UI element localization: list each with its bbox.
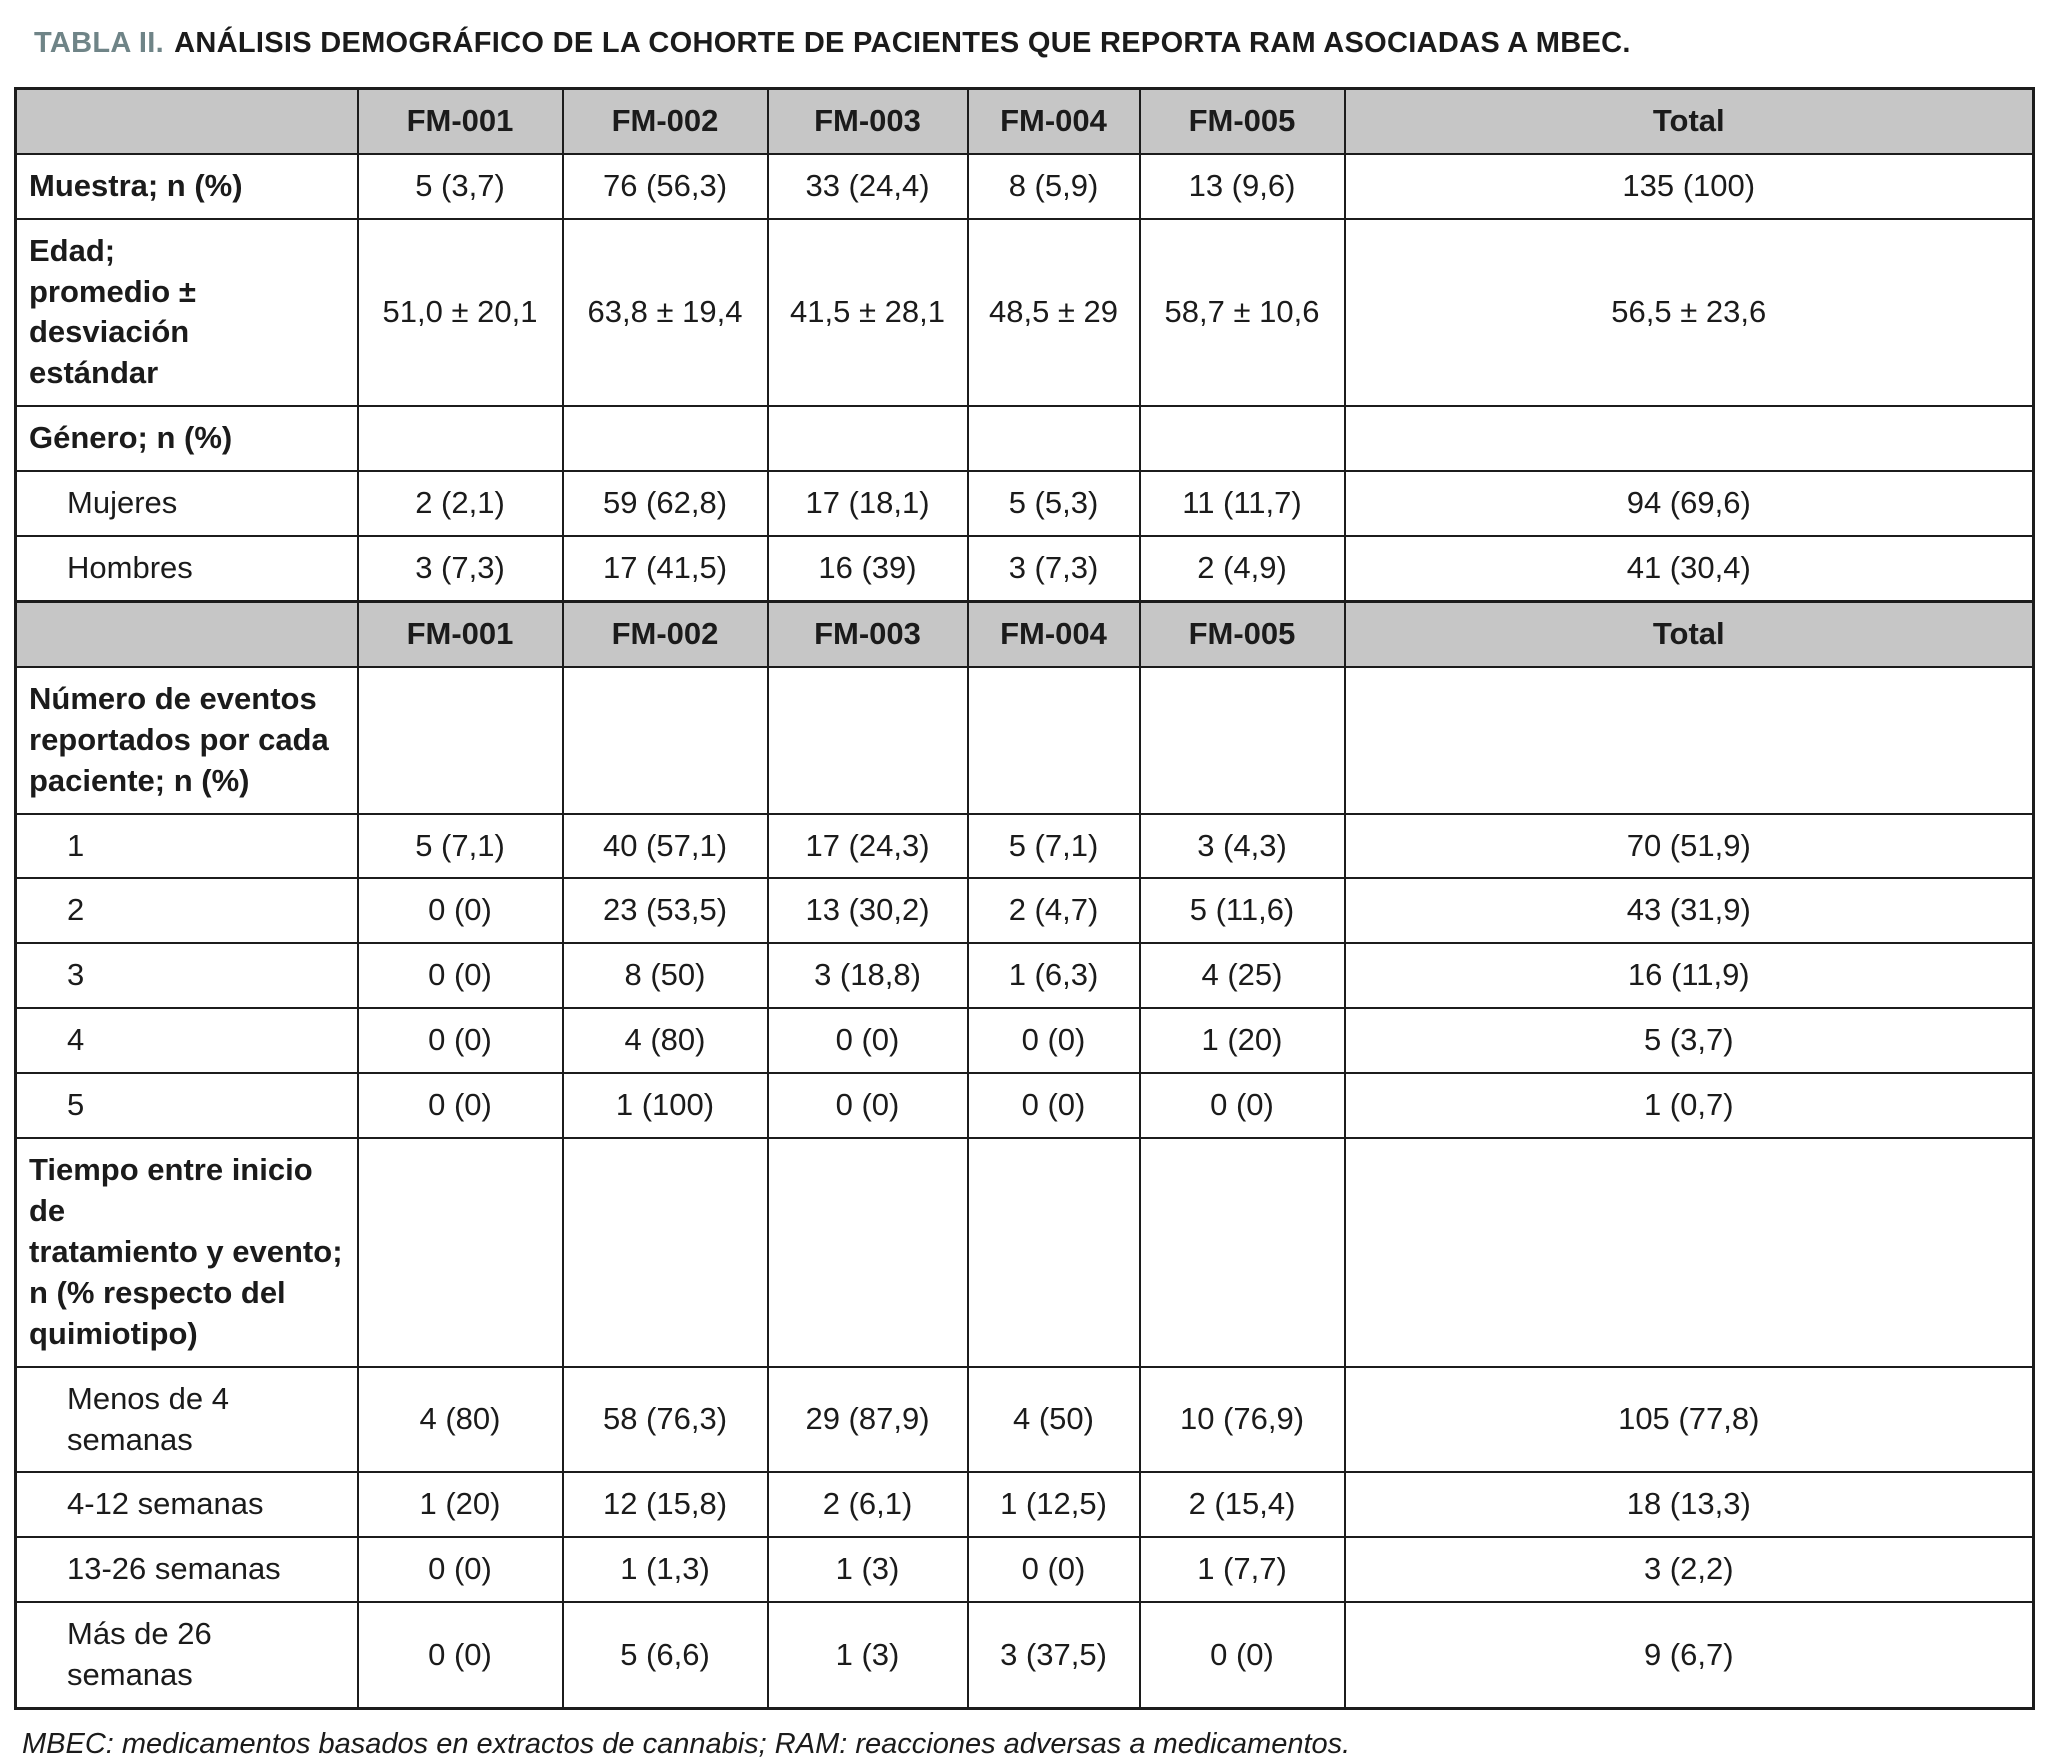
value-cell: 1 (100) [563,1073,768,1138]
header-cell-fm-002: FM-002 [563,601,768,666]
row-label: Mujeres [16,471,358,536]
table-row [16,1367,2034,1473]
value-cell [768,1138,968,1367]
value-cell: 43 (31,9) [1345,878,2034,943]
table-row [16,1073,2034,1138]
value-cell [563,667,768,814]
table-row [16,814,2034,879]
value-cell [968,667,1140,814]
table-row [16,219,2034,407]
value-cell: 17 (41,5) [563,536,768,601]
value-cell: 0 (0) [968,1537,1140,1602]
header-cell-empty [16,88,358,153]
header-cell-fm-003: FM-003 [768,88,968,153]
value-cell: 0 (0) [1140,1602,1345,1708]
row-label: Hombres [16,536,358,601]
value-cell: 3 (2,2) [1345,1537,2034,1602]
value-cell [768,667,968,814]
value-cell: 1 (20) [358,1472,563,1537]
value-cell: 3 (18,8) [768,943,968,1008]
value-cell: 2 (2,1) [358,471,563,536]
table-title [34,26,2035,61]
value-cell: 76 (56,3) [563,154,768,219]
value-cell: 10 (76,9) [1140,1367,1345,1473]
value-cell: 5 (6,6) [563,1602,768,1708]
value-cell: 2 (6,1) [768,1472,968,1537]
value-cell [768,406,968,471]
table-header-row [16,88,2034,153]
value-cell: 11 (11,7) [1140,471,1345,536]
row-label: Más de 26 semanas [16,1602,358,1708]
table-caption: ANÁLISIS DEMOGRÁFICO DE LA COHORTE DE PACIENTES QUE REPORTA RAM ASOCIADAS A MBEC. [174,27,1631,59]
value-cell: 5 (11,6) [1140,878,1345,943]
value-cell: 1 (6,3) [968,943,1140,1008]
value-cell: 17 (18,1) [768,471,968,536]
row-label: Muestra; n (%) [16,154,358,219]
value-cell: 3 (7,3) [358,536,563,601]
value-cell: 5 (5,3) [968,471,1140,536]
value-cell: 9 (6,7) [1345,1602,2034,1708]
table-row [16,667,2034,814]
value-cell: 3 (7,3) [968,536,1140,601]
row-label: 1 [16,814,358,879]
value-cell: 63,8 ± 19,4 [563,219,768,407]
header-cell-empty [16,601,358,666]
value-cell: 18 (13,3) [1345,1472,2034,1537]
value-cell: 1 (12,5) [968,1472,1140,1537]
value-cell: 0 (0) [768,1008,968,1073]
table-row [16,1472,2034,1537]
value-cell: 1 (7,7) [1140,1537,1345,1602]
value-cell [358,1138,563,1367]
row-label: 3 [16,943,358,1008]
header-cell-total: Total [1345,601,2034,666]
row-label: Menos de 4 semanas [16,1367,358,1473]
table-row [16,1138,2034,1367]
value-cell: 59 (62,8) [563,471,768,536]
value-cell [1140,1138,1345,1367]
value-cell: 1 (20) [1140,1008,1345,1073]
row-label: Género; n (%) [16,406,358,471]
value-cell [968,406,1140,471]
value-cell: 16 (11,9) [1345,943,2034,1008]
value-cell: 17 (24,3) [768,814,968,879]
value-cell: 58 (76,3) [563,1367,768,1473]
value-cell [563,1138,768,1367]
value-cell: 48,5 ± 29 [968,219,1140,407]
table-row [16,878,2034,943]
table-row [16,471,2034,536]
value-cell: 0 (0) [358,1602,563,1708]
header-cell-total: Total [1345,88,2034,153]
value-cell [563,406,768,471]
value-cell: 5 (3,7) [358,154,563,219]
value-cell: 0 (0) [968,1073,1140,1138]
value-cell: 0 (0) [968,1008,1140,1073]
value-cell: 12 (15,8) [563,1472,768,1537]
value-cell: 13 (9,6) [1140,154,1345,219]
value-cell: 4 (25) [1140,943,1345,1008]
header-cell-fm-001: FM-001 [358,88,563,153]
demographics-table [14,87,2035,1710]
row-label: 4 [16,1008,358,1073]
value-cell: 4 (50) [968,1367,1140,1473]
value-cell: 41 (30,4) [1345,536,2034,601]
table-footnote: MBEC: medicamentos basados en extractos de cannabis; RAM: reacciones adversas a medicamentos. [22,1728,1351,1761]
header-cell-fm-002: FM-002 [563,88,768,153]
value-cell: 51,0 ± 20,1 [358,219,563,407]
row-label: 2 [16,878,358,943]
value-cell [1345,406,2034,471]
value-cell: 3 (4,3) [1140,814,1345,879]
value-cell: 4 (80) [358,1367,563,1473]
value-cell: 1 (0,7) [1345,1073,2034,1138]
value-cell: 0 (0) [768,1073,968,1138]
value-cell [1345,1138,2034,1367]
value-cell [358,406,563,471]
value-cell: 29 (87,9) [768,1367,968,1473]
value-cell: 33 (24,4) [768,154,968,219]
value-cell: 13 (30,2) [768,878,968,943]
header-cell-fm-005: FM-005 [1140,88,1345,153]
value-cell: 16 (39) [768,536,968,601]
header-cell-fm-004: FM-004 [968,88,1140,153]
row-label: 4-12 semanas [16,1472,358,1537]
header-cell-fm-003: FM-003 [768,601,968,666]
value-cell: 0 (0) [358,1008,563,1073]
value-cell: 0 (0) [1140,1073,1345,1138]
value-cell: 5 (7,1) [968,814,1140,879]
row-label: Tiempo entre inicio de tratamiento y evento; n (% respecto del quimiotipo) [16,1138,358,1367]
table-header-row [16,601,2034,666]
table-row [16,536,2034,601]
row-label: Edad; promedio ± desviación estándar [16,219,358,407]
table-row [16,1008,2034,1073]
value-cell [358,667,563,814]
value-cell [1140,406,1345,471]
value-cell: 0 (0) [358,1537,563,1602]
table-number-label: TABLA II. [34,27,164,59]
demographics-table-body [16,88,2034,1708]
value-cell: 135 (100) [1345,154,2034,219]
value-cell: 2 (4,9) [1140,536,1345,601]
value-cell: 0 (0) [358,878,563,943]
value-cell: 1 (3) [768,1602,968,1708]
value-cell: 56,5 ± 23,6 [1345,219,2034,407]
table-row [16,1602,2034,1708]
value-cell: 5 (3,7) [1345,1008,2034,1073]
table-row [16,154,2034,219]
value-cell: 8 (50) [563,943,768,1008]
row-label: 13-26 semanas [16,1537,358,1602]
value-cell: 1 (3) [768,1537,968,1602]
value-cell [968,1138,1140,1367]
value-cell: 58,7 ± 10,6 [1140,219,1345,407]
value-cell: 105 (77,8) [1345,1367,2034,1473]
header-cell-fm-004: FM-004 [968,601,1140,666]
header-cell-fm-001: FM-001 [358,601,563,666]
value-cell: 41,5 ± 28,1 [768,219,968,407]
value-cell: 2 (4,7) [968,878,1140,943]
value-cell [1345,667,2034,814]
table-row [16,406,2034,471]
value-cell [1140,667,1345,814]
table-row [16,943,2034,1008]
value-cell: 0 (0) [358,943,563,1008]
value-cell: 2 (15,4) [1140,1472,1345,1537]
value-cell: 23 (53,5) [563,878,768,943]
value-cell: 0 (0) [358,1073,563,1138]
value-cell: 40 (57,1) [563,814,768,879]
table-row [16,1537,2034,1602]
value-cell: 5 (7,1) [358,814,563,879]
value-cell: 1 (1,3) [563,1537,768,1602]
value-cell: 70 (51,9) [1345,814,2034,879]
row-label: 5 [16,1073,358,1138]
row-label: Número de eventos reportados por cada paciente; n (%) [16,667,358,814]
value-cell: 4 (80) [563,1008,768,1073]
header-cell-fm-005: FM-005 [1140,601,1345,666]
value-cell: 8 (5,9) [968,154,1140,219]
value-cell: 3 (37,5) [968,1602,1140,1708]
value-cell: 94 (69,6) [1345,471,2034,536]
